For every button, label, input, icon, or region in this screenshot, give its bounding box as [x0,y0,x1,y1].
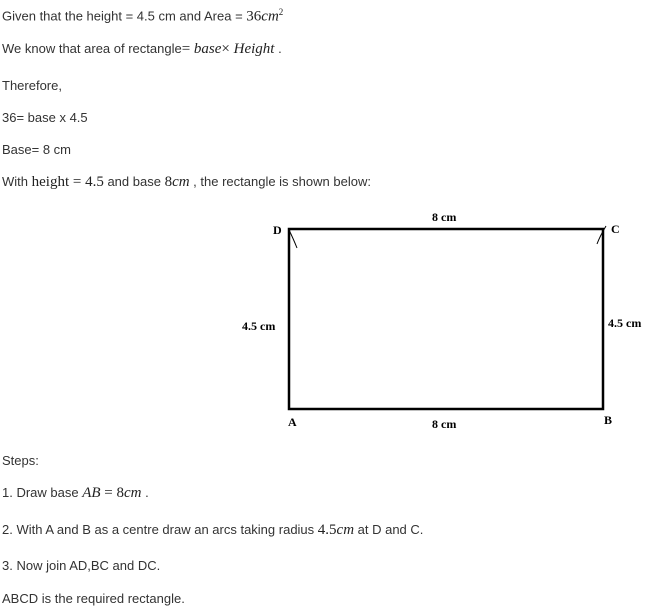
formula-line [2,40,282,58]
formula-text: We know that area of rectangle [2,41,182,56]
rectangle-abcd [289,229,603,409]
step-2-text: 2. With A and B as a centre draw an arcs taking radius [2,522,318,537]
step-1-text: 1. Draw base [2,485,83,500]
area-exponent: 2 [278,7,284,17]
height-equals: = [69,174,86,190]
with-mid: and base [103,174,165,189]
base-unit: cm [172,174,190,190]
vertex-d-label: D [273,223,282,237]
height-value: 4.5 [85,174,104,190]
with-suffix: , the rectangle is shown below: [189,174,371,189]
formula-base: base [193,41,222,57]
formula-end: . [274,41,282,56]
right-side-label: 4.5 cm [608,316,642,330]
step-2-suffix: at D and C. [354,522,424,537]
base-result-text: Base= 8 cm [2,142,72,157]
step-2 [2,521,423,539]
given-line [2,3,283,25]
step-2-value: 4.5 [317,522,337,538]
area-unit: cm [261,8,279,25]
step-1-equals: = [100,485,117,501]
area-value: 36 [246,8,262,25]
left-side-label: 4.5 cm [242,319,276,333]
step-3: 3. Now join AD,BC and DC. [2,558,161,573]
rectangle-diagram [0,200,650,440]
with-line [2,173,371,191]
vertex-a-label: A [288,415,297,429]
base-value: 8 [164,174,173,190]
bottom-side-label: 8 cm [432,417,457,431]
formula-times: × [221,41,230,57]
step-1-unit: cm [124,485,142,501]
formula-height: Height [229,41,275,57]
step-1-end: . [141,485,149,500]
step-1-ab: AB [82,485,101,501]
formula-equals: = [181,41,194,57]
equation-text: 36= base x 4.5 [2,110,88,125]
given-text: Given that the height = 4.5 cm and Area = [2,8,247,24]
vertex-b-label: B [604,413,613,427]
with-prefix: With [2,174,32,189]
height-word: height [31,174,70,190]
vertex-c-label: C [611,222,620,236]
step-2-unit: cm [336,522,355,538]
top-side-label: 8 cm [432,210,457,224]
steps-heading: Steps: [2,453,39,468]
conclusion-text: ABCD is the required rectangle. [2,591,185,606]
therefore-text: Therefore, [2,78,62,93]
step-1 [2,484,149,502]
step-1-value: 8 [116,485,124,501]
